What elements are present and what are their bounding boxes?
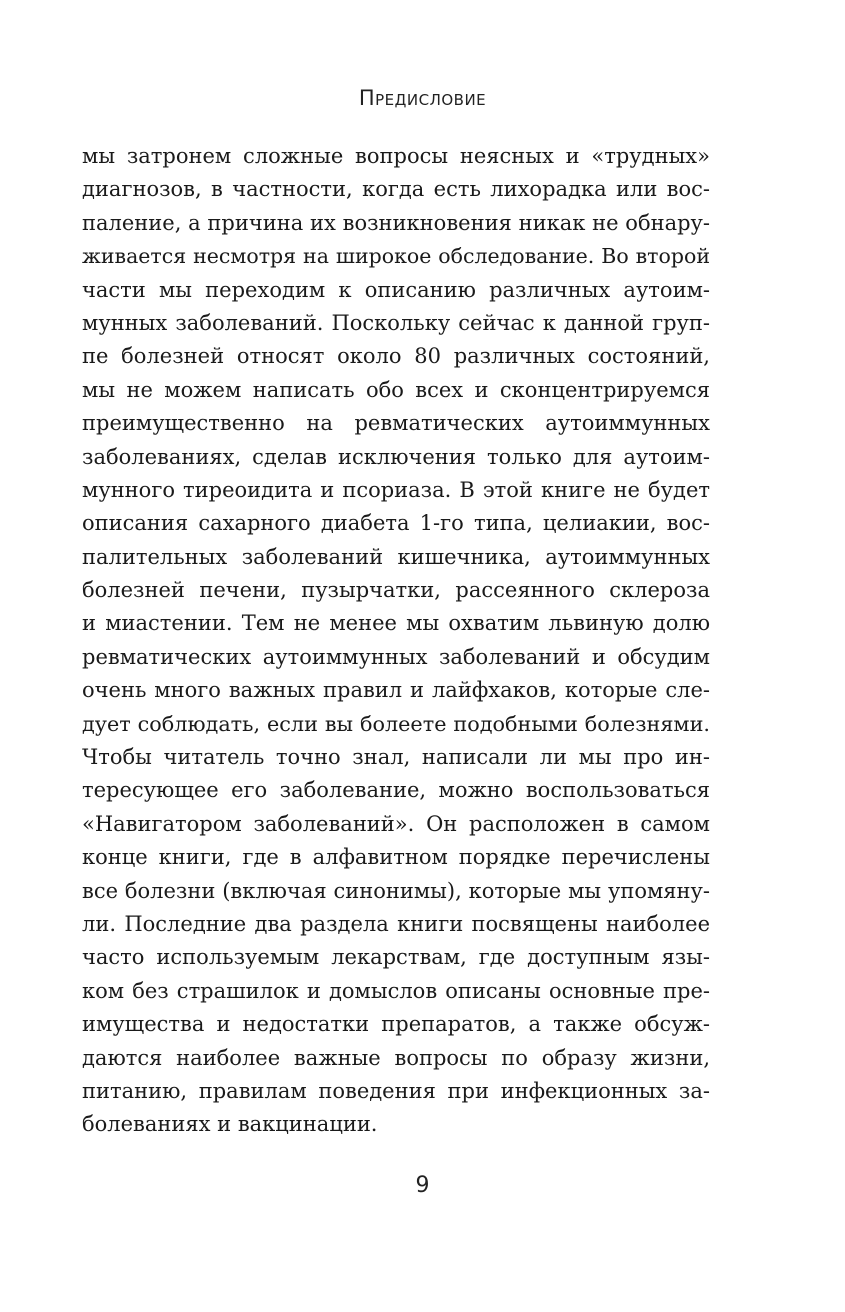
text-line: имущества и недостатки препаратов, а также обсуж- (82, 1012, 710, 1037)
text-line: болезней печени, пузырчатки, рассеянного склероза (82, 578, 710, 603)
text-line: питанию, правилам поведения при инфекционных за- (82, 1078, 710, 1103)
text-line: мунного тиреоидита и псориаза. В этой книге не будет (82, 477, 710, 502)
text-line: Чтобы читатель точно знал, написали ли мы про ин- (82, 745, 710, 770)
text-line: живается несмотря на широкое обследование. Во второй (82, 244, 710, 269)
text-line: диагнозов, в частности, когда есть лихорадка или вос- (82, 177, 710, 202)
text-line: все болезни (включая синонимы), которые мы упомяну- (82, 878, 710, 903)
text-line: «Навигатором заболеваний». Он расположен в самом (82, 811, 710, 836)
text-line: пе болезней относят около 80 различных состояний, (82, 344, 710, 369)
text-line: ревматических аутоиммунных заболеваний и обсудим (82, 644, 710, 669)
text-line: даются наиболее важные вопросы по образу жизни, (82, 1045, 710, 1070)
text-line: палительных заболеваний кишечника, аутоиммунных (82, 544, 710, 569)
text-line: часто используемым лекарствам, где доступным язы- (82, 945, 710, 970)
text-line: заболеваниях, сделав исключения только для аутоим- (82, 444, 710, 469)
body-paragraph (82, 140, 710, 1142)
text-line: части мы переходим к описанию различных аутоим- (82, 277, 710, 302)
text-line: ли. Последние два раздела книги посвящены наиболее (82, 911, 710, 936)
text-line: мы не можем написать обо всех и сконцентрируемся (82, 377, 710, 402)
running-head: Предисловие (358, 86, 487, 110)
text-line: дует соблюдать, если вы болеете подобными болезнями. (82, 711, 710, 736)
text-line: очень много важных правил и лайфхаков, которые сле- (82, 678, 710, 703)
page-number: 9 (415, 1173, 430, 1198)
text-line: паление, а причина их возникновения никак не обнару- (82, 210, 710, 235)
text-line: болеваниях и вакцинации. (82, 1112, 378, 1137)
text-line: ком без страшилок и домыслов описаны основные пре- (82, 978, 710, 1003)
text-line: тересующее его заболевание, можно воспользоваться (82, 778, 710, 803)
text-line: конце книги, где в алфавитном порядке перечислены (82, 845, 710, 870)
text-line: мунных заболеваний. Поскольку сейчас к данной груп- (82, 310, 710, 335)
text-line: и миастении. Тем не менее мы охватим львиную долю (82, 611, 710, 636)
text-line: мы затронем сложные вопросы неясных и «трудных» (82, 144, 710, 168)
text-line: преимущественно на ревматических аутоиммунных (82, 411, 710, 436)
text-line: описания сахарного диабета 1-го типа, целиакии, вос- (82, 511, 710, 536)
